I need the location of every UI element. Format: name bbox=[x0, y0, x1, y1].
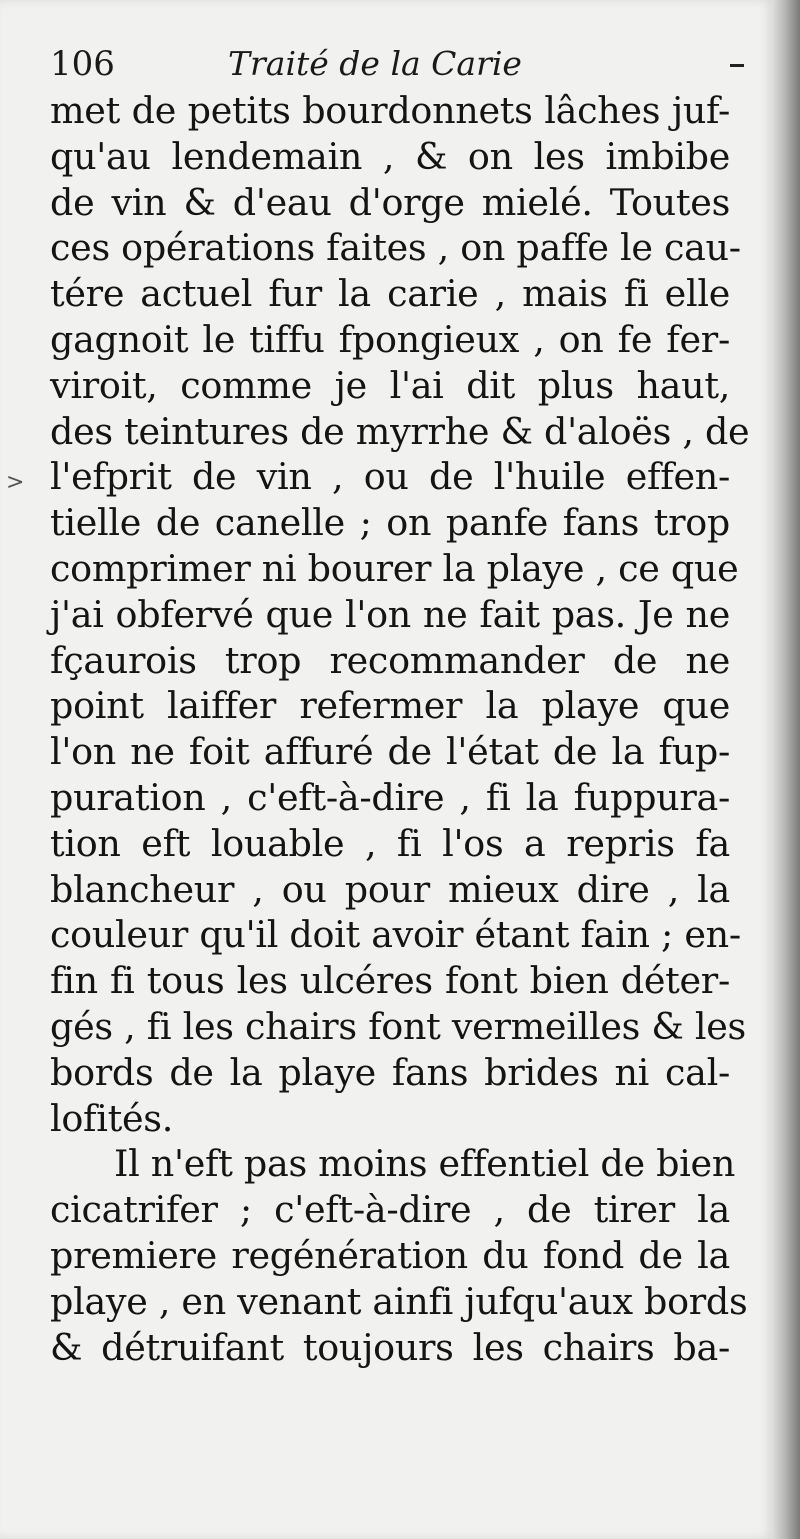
text-line: point laiffer refermer la playe que bbox=[50, 684, 730, 728]
running-head: Traité de la Carie bbox=[228, 44, 522, 83]
text-line: lofités. bbox=[50, 1096, 174, 1140]
text-line: Il n'eft pas moins effentiel de bien bbox=[114, 1142, 736, 1186]
text-line: fçaurois trop recommander de ne bbox=[50, 638, 730, 682]
text-line: gés , fi les chairs font vermeilles & les bbox=[50, 1004, 746, 1048]
text-line: playe , en venant ainfi jufqu'aux bords bbox=[50, 1279, 748, 1323]
text-line: de vin & d'eau d'orge mielé. Toutes bbox=[50, 180, 730, 224]
text-line: viroit, comme je l'ai dit plus haut, bbox=[50, 363, 730, 407]
text-line: fin fi tous les ulcéres font bien déter- bbox=[50, 959, 730, 1003]
text-line: j'ai obfervé que l'on ne fait pas. Je ne bbox=[50, 592, 730, 636]
text-line: blancheur , ou pour mieux dire , la bbox=[50, 867, 730, 911]
text-line: tére actuel fur la carie , mais fi elle bbox=[50, 272, 730, 316]
text-line: met de petits bourdonnets lâches juf- bbox=[50, 89, 730, 132]
page-number: 106 bbox=[50, 44, 115, 84]
text-line: l'efprit de vin , ou de l'huile effen- bbox=[50, 455, 730, 499]
text-line: gagnoit le tiffu fpongieux , on fe fer- bbox=[50, 317, 730, 361]
header-dash bbox=[730, 64, 744, 67]
text-line: bords de la playe fans brides ni cal- bbox=[50, 1050, 730, 1094]
text-line: premiere regénération du fond de la bbox=[50, 1233, 730, 1277]
text-line: & détruifant toujours les chairs ba- bbox=[50, 1325, 730, 1369]
text-line: tion eft louable , fi l'os a repris fa bbox=[50, 821, 730, 865]
page-edge bbox=[774, 0, 800, 1539]
body-text bbox=[50, 88, 750, 1370]
text-line: des teintures de myrrhe & d'aloës , de bbox=[50, 409, 750, 453]
text-line: qu'au lendemain , & on les imbibe bbox=[50, 134, 730, 178]
text-line: puration , c'eft-à-dire , fi la fuppura- bbox=[50, 775, 730, 819]
text-line: comprimer ni bourer la playe , ce que bbox=[50, 546, 739, 590]
page-header bbox=[50, 38, 740, 90]
text-line: couleur qu'il doit avoir étant fain ; en- bbox=[50, 913, 741, 957]
text-line: tielle de canelle ; on panfe fans trop bbox=[50, 501, 730, 545]
text-line: l'on ne foit affuré de l'état de la fup- bbox=[50, 730, 730, 774]
margin-mark: > bbox=[6, 470, 25, 495]
text-line: cicatrifer ; c'eft-à-dire , de tirer la bbox=[50, 1188, 730, 1232]
text-line: ces opérations faites , on paffe le cau- bbox=[50, 226, 741, 270]
